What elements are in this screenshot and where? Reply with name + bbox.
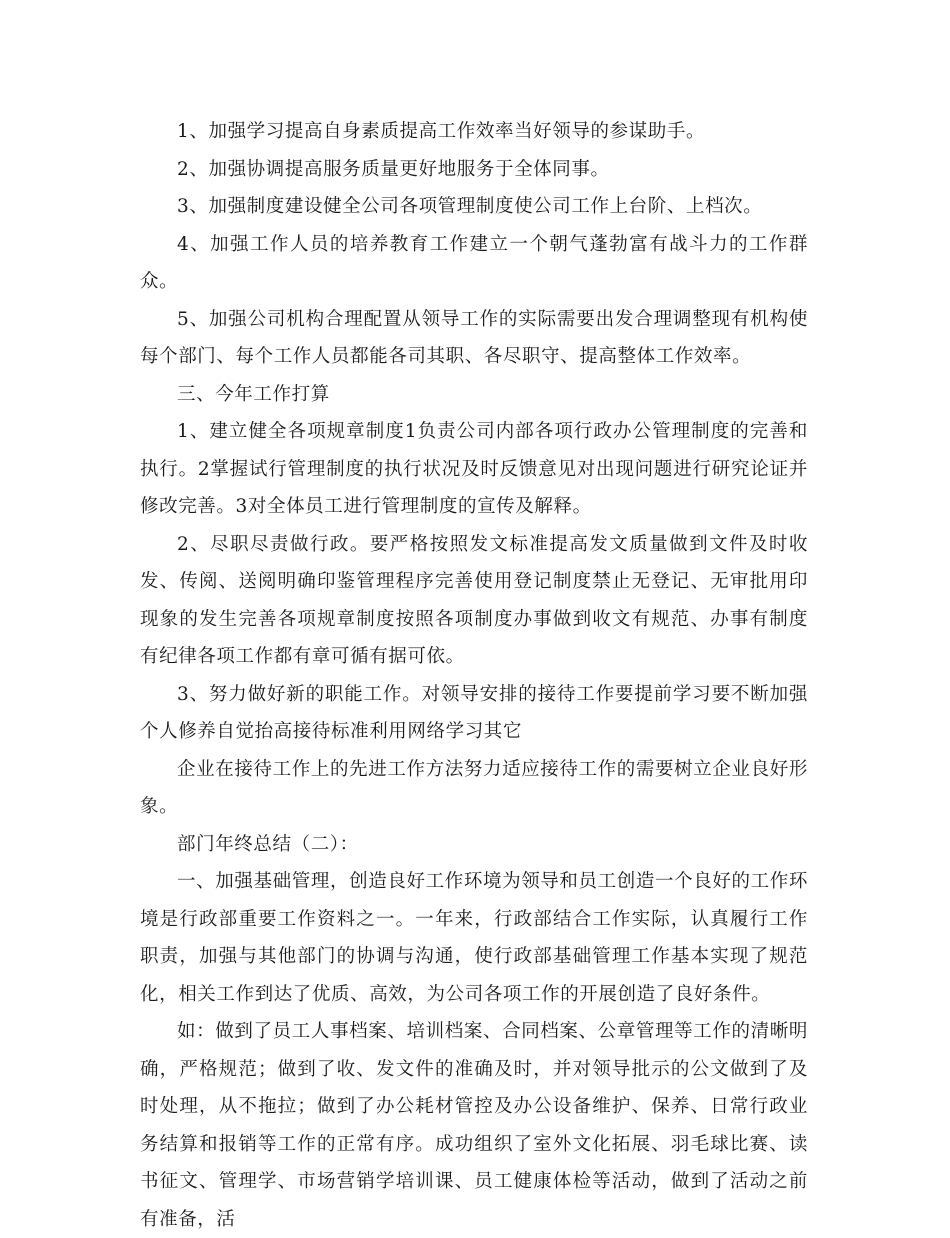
paragraph-2: 2、加强协调提高服务质量更好地服务于全体同事。 bbox=[177, 158, 610, 180]
paragraph-8: 2、尽职尽责做行政。要严格按照发文标准提高发文质量做到文件及时收发、传阅、送阅明确印鉴管理程序完善使用登记制度禁止无登记、无审批用印现象的发生完善各项规章制度按照各项制度办事做到收文有规范、办事有制度有纪律各项工作都有章可循有据可依。 bbox=[140, 533, 808, 667]
paragraph-4: 4、加强工作人员的培养教育工作建立一个朝气蓬勃富有战斗力的工作群众。 bbox=[140, 233, 808, 292]
paragraph-7: 1、建立健全各项规章制度1负责公司内部各项行政办公管理制度的完善和执行。2掌握试行管理制度的执行状况及时反馈意见对出现问题进行研究论证并修改完善。3对全体员工进行管理制度的宣传及解释。 bbox=[140, 421, 808, 517]
paragraph-10: 企业在接待工作上的先进工作方法努力适应接待工作的需要树立企业良好形象。 bbox=[140, 758, 808, 817]
section-heading-summary-2: 部门年终总结（二）： bbox=[177, 833, 359, 855]
document-body bbox=[140, 113, 808, 1238]
paragraph-1: 1、加强学习提高自身素质提高工作效率当好领导的参谋助手。 bbox=[177, 121, 706, 142]
paragraph-12: 一、加强基础管理，创造良好工作环境为领导和员工创造一个良好的工作环境是行政部重要工作资料之一。一年来，行政部结合工作实际，认真履行工作职责，加强与其他部门的协调与沟通，使行政部基础管理工作基本实现了规范化，相关工作到达了优质、高效，为公司各项工作的开展创造了良好条件。 bbox=[140, 871, 808, 1005]
paragraph-5: 5、加强公司机构合理配置从领导工作的实际需要出发合理调整现有机构使每个部门、每个工作人员都能各司其职、各尽职守、提高整体工作效率。 bbox=[140, 308, 808, 367]
paragraph-9: 3、努力做好新的职能工作。对领导安排的接待工作要提前学习要不断加强个人修养自觉抬高接待标准利用网络学习其它 bbox=[140, 683, 808, 742]
section-heading-plan: 三、今年工作打算 bbox=[177, 383, 330, 405]
paragraph-3: 3、加强制度建设健全公司各项管理制度使公司工作上台阶、上档次。 bbox=[177, 196, 763, 217]
paragraph-13: 如：做到了员工人事档案、培训档案、合同档案、公章管理等工作的清晰明确，严格规范；做到了收、发文件的准确及时，并对领导批示的公文做到了及时处理，从不拖拉；做到了办公耗材管控及办公设备维护、保养、日常行政业务结算和报销等工作的正常有序。成功组织了室外文化拓展、羽毛球比赛、读书征文、管理学、市场营销学培训课、员工健康体检等活动，做到了活动之前有准备，活 bbox=[140, 1021, 808, 1230]
